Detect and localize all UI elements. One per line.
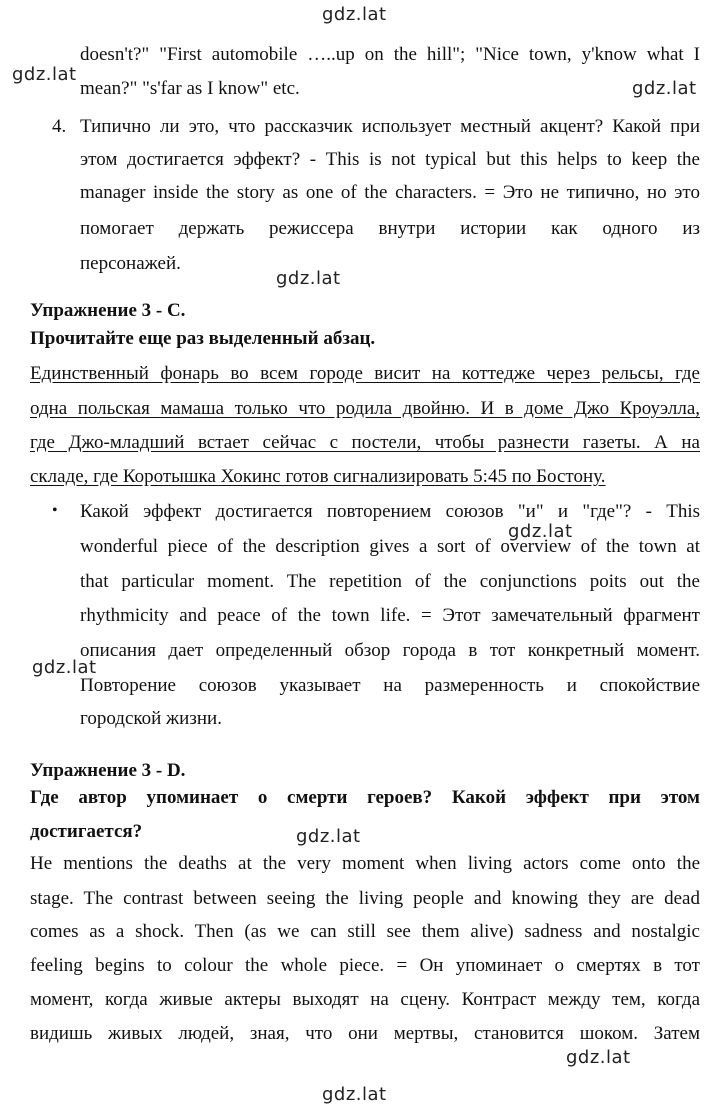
answer-c-line-5: описания дает определенный обзор города в тот конкретный момент. [80, 640, 700, 661]
exercise-d-question-1: Где автор упоминает о смерти героев? Какой эффект при этом [30, 787, 700, 808]
passage-line-4: складе, где Коротышка Хокинс готов сигнализировать 5:45 по Бостону. [30, 466, 606, 487]
answer-d-line-4: feeling begins to colour the whole piece. = Он упоминает о смертях в тот [30, 955, 700, 976]
answer-c-line-1: Какой эффект достигается повторением союзов "и" и "где"? - This [80, 501, 700, 522]
top-line-2: mean?" "s'far as I know" etc. [80, 78, 300, 99]
answer-d-line-1: He mentions the deaths at the very moment when living actors come onto the [30, 853, 700, 874]
answer-d-line-6: видишь живых людей, зная, что они мертвы, становится шоком. Затем [30, 1023, 700, 1044]
answer-c-line-7: городской жизни. [80, 708, 222, 729]
top-line-1: doesn't?" "First automobile …..up on the hill"; "Nice town, y'know what I [80, 44, 700, 65]
watermark: gdz.lat [632, 78, 697, 99]
watermark: gdz.lat [508, 521, 573, 542]
answer-c-line-6: Повторение союзов указывает на размеренность и спокойствие [80, 675, 700, 696]
answer-c-line-3: that particular moment. The repetition of the conjunctions poits out the [80, 571, 700, 592]
answer-c-line-4: rhythmicity and peace of the town life. = Этот замечательный фрагмент [80, 605, 700, 626]
watermark: gdz.lat [322, 1084, 387, 1105]
exercise-d-heading: Упражнение 3 - D. [30, 760, 186, 781]
passage-line-2: одна польская мамаша только что родила двойню. И в доме Джо Кроуэлла, [30, 398, 700, 419]
item4-line-2: этом достигается эффект? - This is not typical but this helps to keep the [80, 149, 700, 170]
exercise-c-heading: Упражнение 3 - C. [30, 300, 186, 321]
item4-line-4: помогает держать режиссера внутри истории как одного из [80, 218, 700, 239]
answer-c-line-2: wonderful piece of the description gives a sort of overview of the town at [80, 536, 700, 557]
passage-line-3: где Джо-младший встает сейчас с постели, чтобы разнести газеты. А на [30, 432, 700, 453]
watermark: gdz.lat [566, 1047, 631, 1068]
item-number: 4. [52, 116, 67, 137]
bullet: • [52, 502, 58, 519]
watermark: gdz.lat [32, 657, 97, 678]
passage-line-1: Единственный фонарь во всем городе висит на коттедже через рельсы, где [30, 363, 700, 384]
item4-line-5: персонажей. [80, 253, 181, 274]
watermark: gdz.lat [322, 4, 387, 25]
answer-d-line-2: stage. The contrast between seeing the living people and knowing they are dead [30, 888, 700, 909]
answer-d-line-5: момент, когда живые актеры выходят на сцену. Контраст между тем, когда [30, 989, 700, 1010]
exercise-c-instruction: Прочитайте еще раз выделенный абзац. [30, 328, 376, 349]
watermark: gdz.lat [296, 826, 361, 847]
answer-d-line-3: comes as a shock. Then (as we can still see them alive) sadness and nostalgic [30, 921, 700, 942]
exercise-d-question-2: достигается? [30, 821, 143, 842]
watermark: gdz.lat [12, 64, 77, 85]
item4-line-3: manager inside the story as one of the characters. = Это не типично, но это [80, 182, 700, 203]
item4-line-1: Типично ли это, что рассказчик использует местный акцент? Какой при [80, 116, 700, 137]
watermark: gdz.lat [276, 268, 341, 289]
